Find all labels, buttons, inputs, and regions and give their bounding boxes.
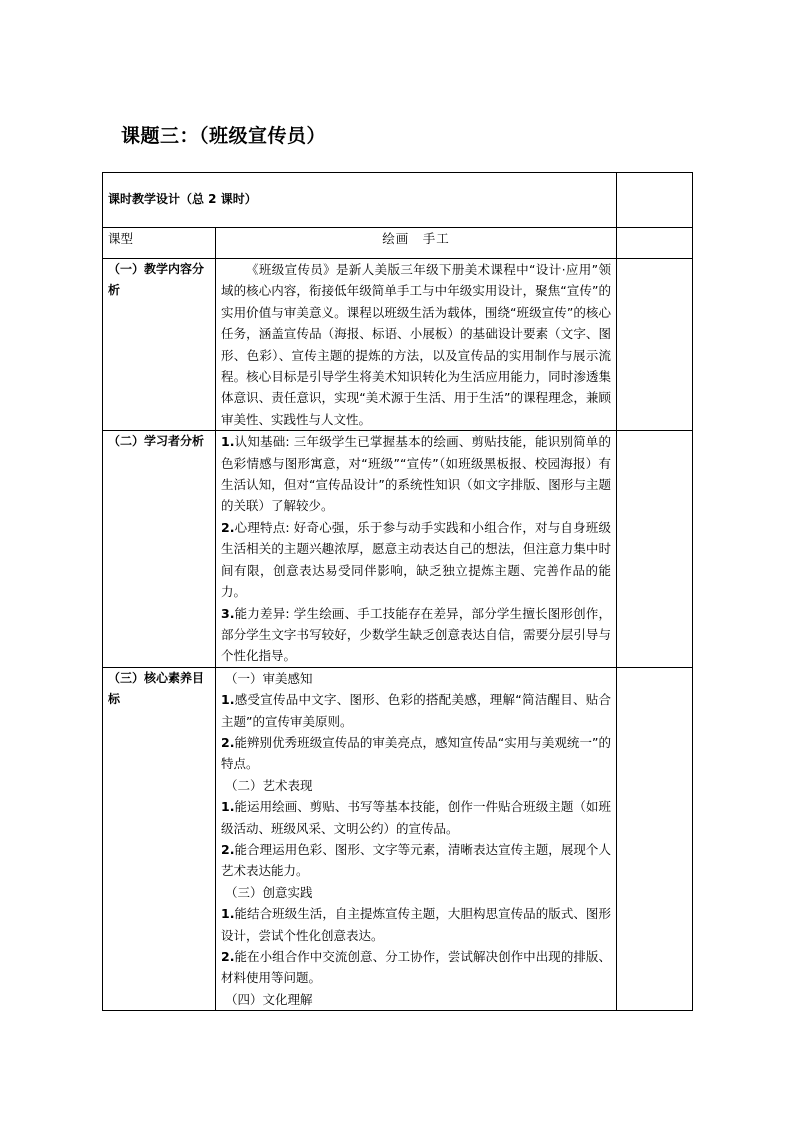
type-side [617,228,693,259]
type-value: 绘画 手工 [216,228,617,259]
goal-item: 2.能辨别优秀班级宣传品的审美亮点，感知宣传品“实用与美观统一”的特点。 [221,734,611,772]
content-analysis-row [103,259,693,431]
core-goals-side [617,667,693,1011]
content-analysis-label: （一）教学内容分析 [103,259,216,431]
goal-item: 1.能结合班级生活，自主提炼宣传主题，大胆构思宣传品的版式、图形设计，尝试个性化创意表达。 [221,906,611,943]
goal-item: 2.能在小组合作中交流创意、分工协作，尝试解决创作中出现的排版、材料使用等问题。 [221,949,611,986]
learner-analysis-label: （二）学习者分析 [103,431,216,667]
learner-analysis-row [103,431,693,667]
core-goals-label: （三）核心素养目标 [103,667,216,1011]
type-row [103,228,693,259]
goal-item: 1.感受宣传品中文字、图形、色彩的搭配美感，理解“简洁醒目、贴合主题”的宣传审美原则。 [221,692,611,729]
type-label: 课型 [103,228,216,259]
design-header-row [103,173,693,228]
goal-item: 1.能运用绘画、剪贴、书写等基本技能，创作一件贴合班级主题（如班级活动、班级风采、文明公约）的宣传品。 [221,799,611,836]
goal-item: 2.能合理运用色彩、图形、文字等元素，清晰表达宣传主题，展现个人艺术表达能力。 [221,841,611,879]
learner-item: 3.能力差异: 学生绘画、手工技能存在差异，部分学生擅长图形创作，部分学生文字书写较好，少数学生缺乏创意表达自信，需要分层引导与个性化指导。 [221,605,611,664]
learner-analysis-side [617,431,693,667]
content-analysis-body [216,259,617,431]
learner-item: 1.认知基础: 三年级学生已掌握基本的绘画、剪贴技能，能识别简单的色彩情感与图形寓意，对“班级”“宣传”（如班级黑板报、校园海报）有生活认知，但对“宣传品设计”的系统性知识（如文字排版、图形与主题的关联）了解较少。 [221,434,611,514]
design-header: 课时教学设计（总 2 课时） [103,173,617,228]
learner-item: 2.心理特点: 好奇心强，乐于参与动手实践和小组合作，对与自身班级生活相关的主题兴趣浓厚，愿意主动表达自己的想法，但注意力集中时间有限，创意表达易受同伴影响，缺乏独立提炼主题、完善作品的能力。 [221,519,611,600]
core-goals-body [216,667,617,1011]
content-analysis-side [617,259,693,431]
core-goals-row [103,667,693,1011]
content-analysis-text: 《班级宣传员》是新人美版三年级下册美术课程中“设计·应用”领域的核心内容，衔接低年级简单手工与中年级实用设计，聚焦“宣传”的实用价值与审美意义。课程以班级生活为载体，围绕“班级宣传”的核心任务，涵盖宣传品（海报、标语、小展板）的基础设计要素（文字、图形、色彩）、宣传主题的提炼的方法，以及宣传品的实用制作与展示流程。核心目标是引导学生将美术知识转化为生活应用能力，同时渗透集体意识、责任意识，实现“美术源于生活、用于生活”的课程理念，兼顾审美性、实践性与人文性。 [221,262,611,427]
lesson-design-table [102,172,693,1011]
learner-analysis-body [216,431,617,667]
goal-heading: （四）文化理解 [225,991,313,1007]
goal-heading: （二）艺术表现 [225,777,313,793]
page-title: 课题三：（班级宣传员） [121,125,327,147]
goal-heading: （三）创意实践 [225,884,313,900]
design-header-side [617,173,693,228]
goal-heading: （一）审美感知 [225,670,313,686]
